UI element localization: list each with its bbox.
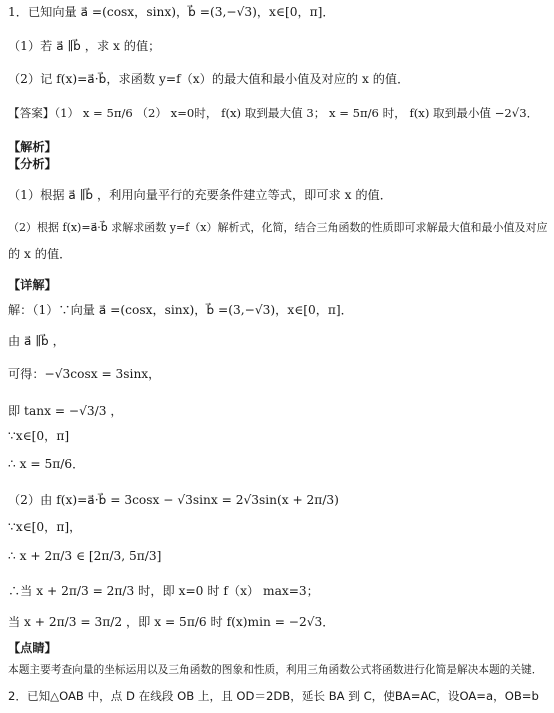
answer-line: 【答案】（1） x = 5π/6 （2） x=0时， f(x) 取到最大值 3； x = 5π/6 时， f(x) 取到最小值 −2√3．	[8, 106, 539, 120]
solution-step-1: 解：（1）∵向量 a⃗ =(cosx，sinx)，b⃗ =(3,−√3)，x∈[0，π]．	[8, 303, 353, 317]
solution-step-4: 即 tanx = −√3/3 ，	[8, 404, 123, 418]
solution-step-3: 可得：−√3cosx = 3sinx，	[8, 367, 161, 381]
solution-step-10: ∴当 x + 2π/3 = 2π/3 时，即 x=0 时 f（x） max=3；	[8, 584, 319, 598]
solution-step-9: ∴ x + 2π/3 ∈ [2π/3, 5π/3]	[8, 549, 162, 563]
analysis-part-1: （1）根据 a⃗ ∥b⃗ ，利用向量平行的充要条件建立等式，即可求 x 的值．	[8, 188, 392, 202]
solution-step-7: （2）由 f(x)=a⃗·b⃗ = 3cosx − √3sinx = 2√3sin(x + 2π/3)	[8, 493, 339, 507]
solution-step-6: ∴ x = 5π/6．	[8, 457, 85, 471]
problem-2-statement: 2．已知△OAB 中，点 D 在线段 OB 上，且 OD＝2DB，延长 BA 到 C，使BA=AC，设OA=a，OB=b	[8, 689, 539, 703]
remark-text: 本题主要考查向量的坐标运用以及三角函数的图象和性质，利用三角函数公式将函数进行化简是解决本题的关键．	[8, 663, 543, 676]
solution-step-8: ∵x∈[0，π]，	[8, 520, 82, 534]
solution-step-11: 当 x + 2π/3 = 3π/2 ，即 x = 5π/6 时 f(x)min = −2√3．	[8, 615, 335, 629]
section-fenxi-header: 【分析】	[8, 157, 57, 171]
section-detail-header: 【详解】	[8, 278, 57, 292]
section-analysis-header: 【解析】	[8, 140, 57, 154]
problem-1-part-1: （1）若 a⃗ ∥b⃗ ，求 x 的值；	[8, 39, 161, 53]
solution-step-2: 由 a⃗ ∥b⃗ ，	[8, 334, 65, 348]
problem-1-statement: 1．已知向量 a⃗ =(cosx，sinx)，b⃗ =(3,−√3)，x∈[0，π]．	[8, 5, 335, 19]
section-remark-header: 【点睛】	[8, 641, 57, 655]
problem-1-part-2: （2）记 f(x)=a⃗·b⃗，求函数 y=f（x）的最大值和最小值及对应的 x 的值．	[8, 72, 410, 86]
analysis-part-2-cont: 的 x 的值．	[8, 247, 72, 261]
solution-step-5: ∵x∈[0，π]	[8, 429, 70, 443]
analysis-part-2: （2）根据 f(x)=a⃗·b⃗ 求解求函数 y=f（x）解析式，化简，结合三角函数的性质即可求解最大值和最小值及对应	[8, 221, 548, 234]
